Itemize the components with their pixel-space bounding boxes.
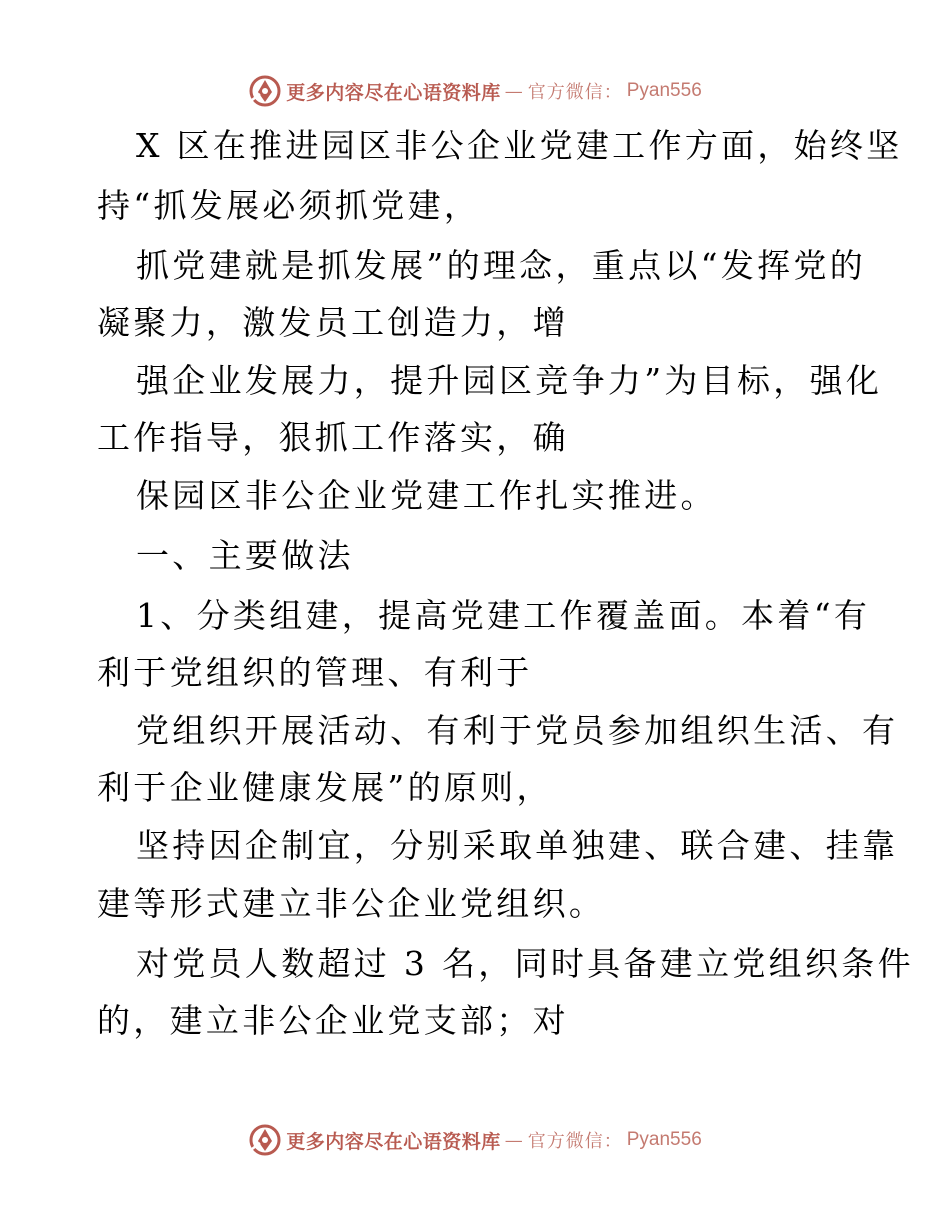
text-line: 1、分类组建，提高党建工作覆盖面。本着“有 <box>136 596 871 635</box>
pen-nib-logo-icon <box>248 1123 282 1157</box>
text-line: 强企业发展力，提升园区竞争力”为目标，强化 <box>136 361 883 400</box>
watermark-wechat-id: Pyan556 <box>626 1129 702 1150</box>
watermark-wechat-label: 官方微信： <box>527 1131 623 1152</box>
text-line: 坚持因企制宜，分别采取单独建、联合建、挂靠 <box>136 826 899 865</box>
text-line: 凝聚力，激发员工创造力，增 <box>97 303 569 342</box>
watermark-dash: — <box>504 80 524 102</box>
text-line: 党组织开展活动、有利于党员参加组织生活、有 <box>136 711 899 750</box>
text-line: 对党员人数超过 3 名，同时具备建立党组织条件 <box>136 944 914 983</box>
text-line: 利于企业健康发展”的原则， <box>97 768 553 807</box>
watermark-site-text: 更多内容尽在心语资料库 <box>286 1130 501 1153</box>
footer-watermark <box>0 1120 950 1160</box>
text-line: 建等形式建立非公企业党组织。 <box>97 884 606 923</box>
text-line: 的，建立非公企业党支部；对 <box>97 1001 569 1040</box>
watermark-wechat-id: Pyan556 <box>626 80 702 101</box>
watermark-wechat-label: 官方微信： <box>527 82 623 103</box>
text-line: 工作指导，狠抓工作落实，确 <box>97 418 569 457</box>
text-line: 保园区非公企业党建工作扎实推进。 <box>136 476 717 515</box>
header-watermark <box>0 71 950 111</box>
text-line: 利于党组织的管理、有利于 <box>97 653 533 692</box>
pen-nib-logo-icon <box>248 74 282 108</box>
section-heading: 一、主要做法 <box>136 536 354 575</box>
text-line: 持“抓发展必须抓党建， <box>97 186 481 225</box>
text-line: X 区在推进园区非公企业党建工作方面，始终坚 <box>136 126 903 165</box>
watermark-dash: — <box>504 1129 524 1151</box>
text-line: 抓党建就是抓发展”的理念，重点以“发挥党的 <box>136 246 867 285</box>
watermark-site-text: 更多内容尽在心语资料库 <box>286 81 501 104</box>
